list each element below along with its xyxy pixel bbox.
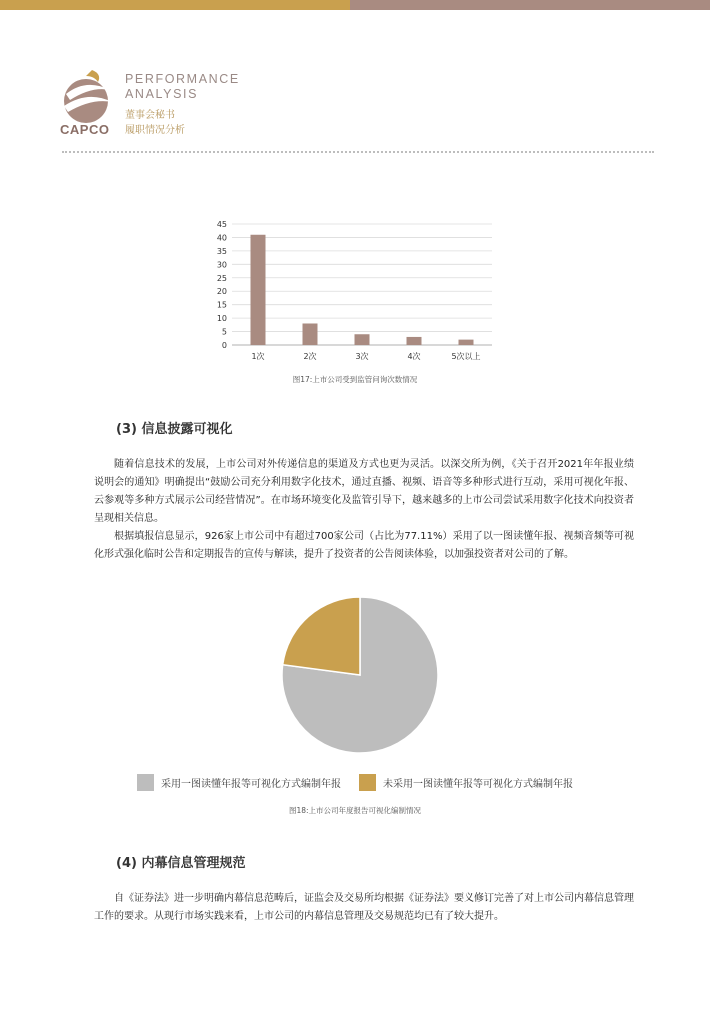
pie-slice-2 <box>283 597 360 675</box>
section3-paragraph1: 随着信息技术的发展，上市公司对外传递信息的渠道及方式也更为灵活。以深交所为例，《关于召开2021年年报业绩说明会的通知》明确提出“鼓励公司充分利用数字化技术，通过直播、视频、语音等多种形式进行互动，采用可视化年报、云参观等多种方式展示公司经营情况”。在市场环境变化及监管引导下，越来越多的上市公司尝试采用数字化技术向投资者呈现相关信息。 <box>94 459 634 524</box>
top-bar-mauve <box>350 0 710 10</box>
header-title-zh-line2: 履职情况分析 <box>125 125 185 136</box>
y-tick-label: 25 <box>216 273 227 283</box>
bar-4 <box>407 337 422 345</box>
legend-swatch-gold <box>359 774 376 791</box>
header-title-zh-line1: 董事会秘书 <box>125 110 175 121</box>
x-tick-label: 4次 <box>407 352 421 361</box>
header-divider <box>62 151 654 153</box>
section3-paragraph2: 根据填报信息显示，926家上市公司中有超过700家公司（占比为77.11%）采用了以一图读懂年报、视频音频等可视化形式强化临时公告和定期报告的宣传与解读，提升了投资者的公告阅读体验，以加强投资者对公司的了解。 <box>94 531 634 560</box>
y-tick-label: 5 <box>221 327 227 337</box>
header-title-en <box>125 72 240 102</box>
x-tick-label: 5次以上 <box>451 352 481 361</box>
header-title-en-line2: ANALYSIS <box>125 87 199 101</box>
bar-1 <box>251 235 266 345</box>
legend-swatch-gray <box>137 774 154 791</box>
legend-item-adopted <box>137 774 341 791</box>
section4-paragraph1: 自《证券法》进一步明确内幕信息范畴后，证监会及交易所均根据《证券法》要义修订完善了对上市公司内幕信息管理工作的要求。从现行市场实践来看，上市公司的内幕信息管理及交易规范均已有了较大提升。 <box>94 893 634 922</box>
header-title-en-line1: PERFORMANCE <box>125 72 240 86</box>
y-tick-label: 10 <box>216 314 227 324</box>
bar-5 <box>459 340 474 345</box>
top-bar-gold <box>0 0 350 10</box>
capco-logo-icon <box>62 68 114 126</box>
brand-name: CAPCO <box>60 122 110 137</box>
legend-item-not-adopted <box>359 774 573 791</box>
pie-legend <box>0 774 710 791</box>
bar-2 <box>303 323 318 345</box>
bar-3 <box>355 334 370 345</box>
y-tick-label: 35 <box>216 246 227 256</box>
y-tick-label: 40 <box>216 233 227 243</box>
section3-title: (3) 信息披露可视化 <box>116 422 233 437</box>
figure17-caption: 图17:上市公司受到监管问询次数情况 <box>292 375 418 384</box>
section4-title: (4) 内幕信息管理规范 <box>116 856 246 871</box>
legend-label-adopted: 采用一图读懂年报等可视化方式编制年报 <box>161 779 341 790</box>
y-tick-label: 20 <box>216 287 227 297</box>
y-tick-label: 15 <box>216 300 227 310</box>
y-tick-label: 45 <box>216 220 227 229</box>
legend-label-not-adopted: 未采用一图读懂年报等可视化方式编制年报 <box>383 779 573 790</box>
pie-chart-visualization <box>278 593 442 757</box>
x-tick-label: 1次 <box>251 352 265 361</box>
header-title-zh <box>125 108 185 138</box>
y-tick-label: 0 <box>221 341 227 350</box>
figure18-caption: 图18:上市公司年度报告可视化编制情况 <box>288 806 422 815</box>
y-tick-label: 30 <box>216 260 227 270</box>
x-tick-label: 3次 <box>355 352 369 361</box>
x-tick-label: 2次 <box>303 352 317 361</box>
bar-chart-inquiries <box>210 212 500 367</box>
